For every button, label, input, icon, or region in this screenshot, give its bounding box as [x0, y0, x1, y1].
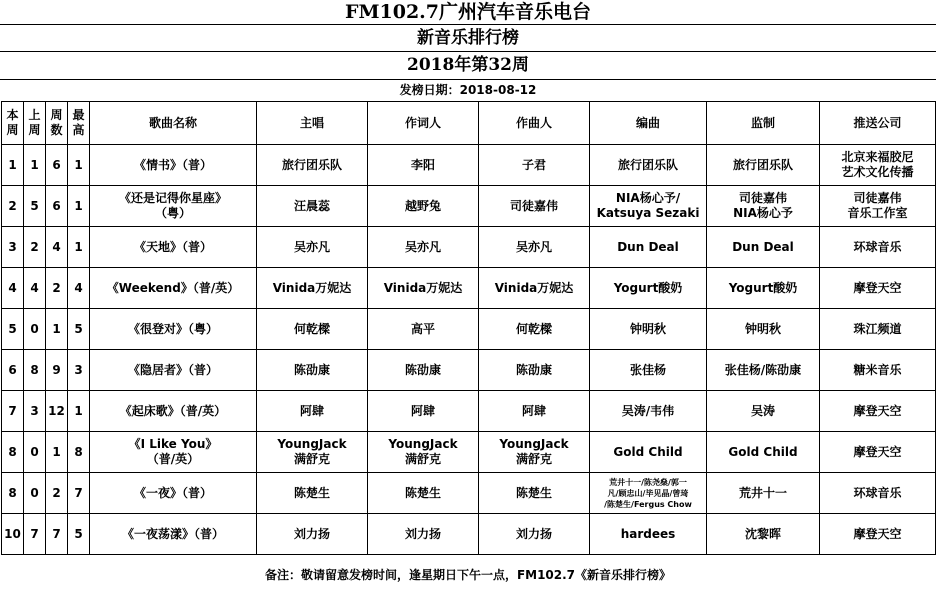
last-week-cell: 5 — [24, 186, 46, 227]
last-week-cell: 7 — [24, 514, 46, 555]
weeks-on-cell: 1 — [46, 309, 68, 350]
lyricist-cell-line: 高平 — [410, 321, 435, 336]
table-row — [2, 473, 936, 514]
song-cell — [90, 473, 257, 514]
composer-cell — [479, 391, 590, 432]
lyricist-cell — [368, 268, 479, 309]
weeks-on-cell: 9 — [46, 350, 68, 391]
arranger-cell-line: Yogurt酸奶 — [613, 280, 683, 295]
promoter-cell-line: 北京来福胶尼 — [841, 150, 914, 164]
composer-cell — [479, 309, 590, 350]
promoter-cell-line: 司徒嘉伟 — [853, 191, 902, 205]
lyricist-cell — [368, 432, 479, 473]
peak-cell: 4 — [68, 268, 90, 309]
lyricist-cell-line: Vinida万妮达 — [383, 280, 463, 295]
song-cell-line: 《一夜荡漾》（普） — [121, 526, 224, 541]
song-cell-line: 《很登对》（粤） — [127, 321, 218, 336]
last-week-cell: 0 — [24, 432, 46, 473]
promoter-cell-line: 摩登天空 — [853, 444, 902, 459]
arranger-cell — [590, 350, 707, 391]
weeks-on-cell: 6 — [46, 186, 68, 227]
artist-cell-line: 旅行团乐队 — [281, 157, 342, 172]
arranger-cell — [590, 473, 707, 514]
promoter-cell-line: 糖米音乐 — [853, 362, 902, 377]
table-row — [2, 227, 936, 268]
composer-cell-line: 阿肆 — [521, 403, 546, 418]
arranger-cell — [590, 186, 707, 227]
this-week-cell: 10 — [2, 514, 24, 555]
weeks-on-cell: 2 — [46, 473, 68, 514]
song-cell — [90, 309, 257, 350]
lyricist-cell-line: 吴亦凡 — [404, 239, 441, 254]
this-week-cell: 4 — [2, 268, 24, 309]
peak-cell: 7 — [68, 473, 90, 514]
composer-cell — [479, 186, 590, 227]
promoter-cell-line: 音乐工作室 — [847, 206, 908, 220]
col-composer: 作曲人 — [479, 102, 590, 145]
promoter-cell-line: 珠江频道 — [853, 321, 902, 336]
last-week-cell: 0 — [24, 473, 46, 514]
this-week-cell: 8 — [2, 473, 24, 514]
table-row — [2, 514, 936, 555]
arranger-cell-line: 吴涛/韦伟 — [621, 403, 675, 418]
promoter-cell — [820, 227, 936, 268]
col-promoter: 推送公司 — [820, 102, 936, 145]
arranger-cell-line: hardees — [620, 526, 676, 541]
peak-cell: 1 — [68, 391, 90, 432]
station-title: FM102.7广州汽车音乐电台 — [0, 0, 936, 25]
producer-cell-line: 司徒嘉伟 — [738, 191, 787, 205]
col-artist: 主唱 — [257, 102, 368, 145]
lyricist-cell-line: 刘力扬 — [404, 526, 441, 541]
producer-cell-line: 钟明秋 — [744, 321, 781, 336]
producer-cell — [707, 227, 820, 268]
lyricist-cell-line: 陈劭康 — [404, 362, 441, 377]
artist-cell-line: 满舒克 — [293, 452, 330, 466]
promoter-cell — [820, 432, 936, 473]
song-cell — [90, 350, 257, 391]
promoter-cell-line: 环球音乐 — [853, 239, 902, 254]
artist-cell — [257, 432, 368, 473]
peak-cell: 8 — [68, 432, 90, 473]
song-cell-line: 《起床歌》（普/英） — [119, 403, 227, 418]
this-week-cell: 6 — [2, 350, 24, 391]
last-week-cell: 4 — [24, 268, 46, 309]
producer-cell — [707, 350, 820, 391]
promoter-cell-line: 摩登天空 — [853, 280, 902, 295]
lyricist-cell-line: 越野兔 — [404, 198, 441, 213]
artist-cell-line: 刘力扬 — [293, 526, 330, 541]
last-week-cell: 3 — [24, 391, 46, 432]
lyricist-cell-line: 李阳 — [410, 157, 435, 172]
weeks-on-cell: 7 — [46, 514, 68, 555]
col-peak: 最 高 — [68, 102, 90, 145]
table-row — [2, 145, 936, 186]
producer-cell — [707, 309, 820, 350]
lyricist-cell — [368, 186, 479, 227]
weeks-on-cell: 6 — [46, 145, 68, 186]
promoter-cell — [820, 391, 936, 432]
song-cell — [90, 391, 257, 432]
producer-cell-line: 旅行团乐队 — [732, 157, 793, 172]
promoter-cell-line: 环球音乐 — [853, 485, 902, 500]
composer-cell-line: 吴亦凡 — [515, 239, 552, 254]
this-week-cell: 7 — [2, 391, 24, 432]
artist-cell — [257, 268, 368, 309]
arranger-cell — [590, 514, 707, 555]
composer-cell-line: Vinida万妮达 — [494, 280, 574, 295]
table-row — [2, 350, 936, 391]
producer-cell-line: 张佳杨/陈劭康 — [724, 362, 802, 377]
composer-cell-line: YoungJack — [499, 437, 569, 451]
arranger-cell-line: NIA杨心予/ — [615, 191, 681, 205]
producer-cell-line: Yogurt酸奶 — [728, 280, 798, 295]
table-row — [2, 391, 936, 432]
table-row — [2, 268, 936, 309]
artist-cell — [257, 227, 368, 268]
artist-cell — [257, 145, 368, 186]
composer-cell — [479, 145, 590, 186]
arranger-cell-line: Dun Deal — [617, 239, 679, 254]
promoter-cell — [820, 350, 936, 391]
producer-cell — [707, 514, 820, 555]
song-cell-line: 《隐居者》（普） — [127, 362, 218, 377]
peak-cell: 3 — [68, 350, 90, 391]
producer-cell — [707, 145, 820, 186]
artist-cell-line: YoungJack — [277, 437, 347, 451]
promoter-cell — [820, 473, 936, 514]
artist-cell — [257, 186, 368, 227]
table-header-row — [2, 102, 936, 145]
artist-cell-line: Vinida万妮达 — [272, 280, 352, 295]
chart-name: 新音乐排行榜 — [0, 25, 936, 52]
song-cell — [90, 186, 257, 227]
song-cell — [90, 145, 257, 186]
col-weeks-on: 周 数 — [46, 102, 68, 145]
col-this-week: 本 周 — [2, 102, 24, 145]
artist-cell-line: 阿肆 — [299, 403, 324, 418]
arranger-cell-line: 钟明秋 — [629, 321, 666, 336]
composer-cell — [479, 227, 590, 268]
this-week-cell: 5 — [2, 309, 24, 350]
producer-cell — [707, 268, 820, 309]
last-week-cell: 1 — [24, 145, 46, 186]
lyricist-cell — [368, 473, 479, 514]
producer-cell — [707, 432, 820, 473]
song-cell-line: 《还是记得你星座》 — [118, 191, 227, 205]
arranger-cell-line: Katsuya Sezaki — [596, 206, 700, 220]
song-cell-line: 《一夜》（普） — [133, 485, 212, 500]
arranger-cell-line: 凡/顾忠山/毕见晶/曾琦 — [607, 488, 689, 498]
col-producer: 监制 — [707, 102, 820, 145]
last-week-cell: 8 — [24, 350, 46, 391]
song-cell — [90, 514, 257, 555]
arranger-cell-line: 张佳杨 — [629, 362, 666, 377]
song-cell-line: 《Weekend》（普/英） — [106, 280, 240, 295]
peak-cell: 1 — [68, 227, 90, 268]
composer-cell-line: 何乾樑 — [515, 321, 552, 336]
arranger-cell-line: /陈楚生/Fergus Chow — [604, 499, 692, 509]
producer-cell-line: NIA杨心予 — [733, 206, 793, 220]
lyricist-cell-line: YoungJack — [388, 437, 458, 451]
table-row — [2, 309, 936, 350]
weeks-on-cell: 12 — [46, 391, 68, 432]
lyricist-cell — [368, 145, 479, 186]
artist-cell — [257, 350, 368, 391]
peak-cell: 5 — [68, 514, 90, 555]
table-row — [2, 432, 936, 473]
artist-cell-line: 陈楚生 — [293, 485, 330, 500]
composer-cell-line: 刘力扬 — [515, 526, 552, 541]
this-week-cell: 2 — [2, 186, 24, 227]
composer-cell — [479, 514, 590, 555]
lyricist-cell — [368, 227, 479, 268]
composer-cell-line: 司徒嘉伟 — [509, 198, 558, 213]
weeks-on-cell: 1 — [46, 432, 68, 473]
composer-cell-line: 陈楚生 — [515, 485, 552, 500]
footnote: 备注：敬请留意发榜时间，逢星期日下午一点，FM102.7《新音乐排行榜》 — [264, 568, 672, 582]
song-cell-line: 《情书》（普） — [133, 157, 212, 172]
promoter-cell-line: 艺术文化传播 — [841, 165, 914, 179]
arranger-cell — [590, 268, 707, 309]
col-arranger: 编曲 — [590, 102, 707, 145]
peak-cell: 1 — [68, 186, 90, 227]
lyricist-cell-line: 陈楚生 — [404, 485, 441, 500]
arranger-cell — [590, 432, 707, 473]
promoter-cell-line: 摩登天空 — [853, 526, 902, 541]
lyricist-cell-line: 满舒克 — [404, 452, 441, 466]
producer-cell — [707, 391, 820, 432]
promoter-cell — [820, 145, 936, 186]
producer-cell-line: 沈黎晖 — [744, 526, 781, 541]
artist-cell-line: 汪晨蕊 — [293, 198, 330, 213]
composer-cell-line: 满舒克 — [515, 452, 552, 466]
producer-cell-line: 吴涛 — [750, 403, 775, 418]
peak-cell: 1 — [68, 145, 90, 186]
arranger-cell-line: 旅行团乐队 — [617, 157, 678, 172]
arranger-cell-line: Gold Child — [613, 444, 683, 459]
artist-cell — [257, 473, 368, 514]
lyricist-cell — [368, 309, 479, 350]
promoter-cell — [820, 309, 936, 350]
arranger-cell — [590, 309, 707, 350]
lyricist-cell — [368, 391, 479, 432]
lyricist-cell — [368, 514, 479, 555]
song-cell-line: 《天地》（普） — [133, 239, 212, 254]
lyricist-cell-line: 阿肆 — [410, 403, 435, 418]
composer-cell — [479, 432, 590, 473]
producer-cell — [707, 473, 820, 514]
artist-cell — [257, 391, 368, 432]
promoter-cell-line: 摩登天空 — [853, 403, 902, 418]
last-week-cell: 2 — [24, 227, 46, 268]
arranger-cell — [590, 145, 707, 186]
last-week-cell: 0 — [24, 309, 46, 350]
composer-cell — [479, 268, 590, 309]
weeks-on-cell: 4 — [46, 227, 68, 268]
table-row — [2, 186, 936, 227]
artist-cell-line: 何乾樑 — [293, 321, 330, 336]
col-lyricist: 作词人 — [368, 102, 479, 145]
song-cell — [90, 227, 257, 268]
lyricist-cell — [368, 350, 479, 391]
artist-cell-line: 陈劭康 — [293, 362, 330, 377]
producer-cell-line: Dun Deal — [732, 239, 794, 254]
song-cell-line: （粤） — [154, 206, 191, 220]
song-cell — [90, 268, 257, 309]
song-cell — [90, 432, 257, 473]
song-cell-line: 《I Like You》 — [128, 437, 218, 451]
chart-week: 2018年第32周 — [0, 52, 936, 80]
peak-cell: 5 — [68, 309, 90, 350]
this-week-cell: 3 — [2, 227, 24, 268]
arranger-cell-line: 荒井十一/陈尧燊/郭一 — [609, 477, 687, 487]
promoter-cell — [820, 268, 936, 309]
artist-cell — [257, 514, 368, 555]
weeks-on-cell: 2 — [46, 268, 68, 309]
arranger-cell — [590, 391, 707, 432]
producer-cell-line: Gold Child — [728, 444, 798, 459]
artist-cell — [257, 309, 368, 350]
song-cell-line: （普/英） — [146, 452, 200, 466]
composer-cell — [479, 350, 590, 391]
ranking-table — [1, 101, 936, 555]
promoter-cell — [820, 186, 936, 227]
this-week-cell: 8 — [2, 432, 24, 473]
artist-cell-line: 吴亦凡 — [293, 239, 330, 254]
producer-cell — [707, 186, 820, 227]
composer-cell-line: 子君 — [521, 157, 546, 172]
arranger-cell — [590, 227, 707, 268]
release-date: 发榜日期：2018-08-12 — [399, 83, 537, 97]
composer-cell-line: 陈劭康 — [515, 362, 552, 377]
col-last-week: 上 周 — [24, 102, 46, 145]
promoter-cell — [820, 514, 936, 555]
col-song: 歌曲名称 — [90, 102, 257, 145]
producer-cell-line: 荒井十一 — [738, 485, 787, 500]
this-week-cell: 1 — [2, 145, 24, 186]
composer-cell — [479, 473, 590, 514]
